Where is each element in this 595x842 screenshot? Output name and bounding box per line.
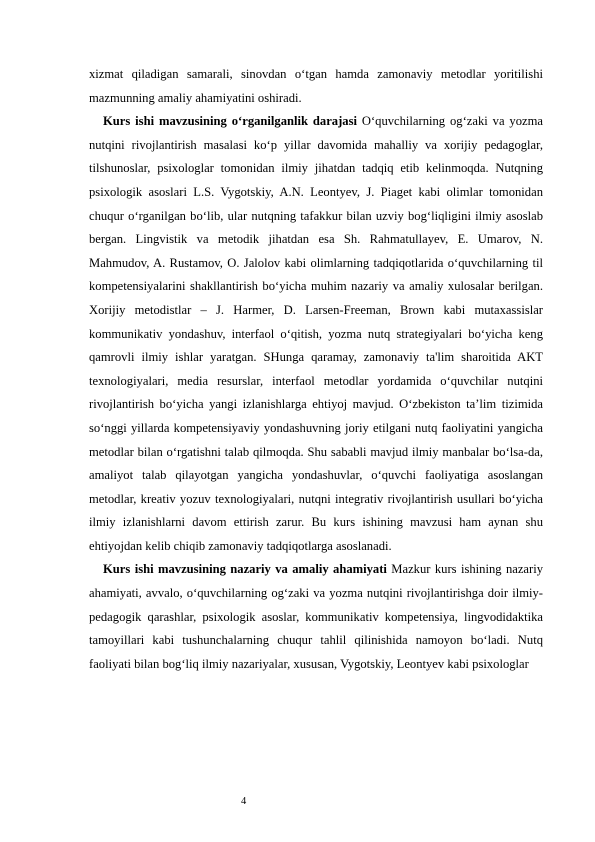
document-body: [89, 63, 543, 676]
paragraph-text: xizmat qiladigan samarali, sinovdan o‘tgan hamda zamonaviy metodlar yoritilishi mazmunning amaliy ahamiyatini oshiradi.: [89, 67, 543, 105]
paragraph-heading: Kurs ishi mavzusining o‘rganilganlik darajasi: [103, 114, 357, 129]
page-number: 4: [241, 796, 247, 807]
paragraph-significance: [89, 558, 543, 676]
paragraph-continuation: [89, 63, 543, 110]
paragraph-text: O‘quvchilarning og‘zaki va yozma nutqini rivojlantirish masalasi ko‘p yillar davomida mahalliy va xorijiy pedagoglar, tilshunoslar, psixologlar tomonidan ilmiy jihatdan tadqiq etib kelinmoqda. Nutqning psixologik asoslari L.S. Vygotskiy, A.N. Leontyev, J. Piaget kabi olimlar tomonidan chuqur o‘rganilgan bo‘lib, ular nutqning tafakkur bilan uzviy bog‘liqligini ilmiy asoslab bergan. Lingvistik va metodik jihatdan esa Sh. Rahmatullayev, E. Umarov, N. Mahmudov, A. Rustamov, O. Jalolov kabi olimlarning tadqiqotlarida o‘quvchilarning til kompetensiyalarini shakllantirish bo‘yicha muhim nazariy va amaliy xulosalar berilgan. Xorijiy metodistlar – J. Harmer, D. Larsen-Freeman, Brown kabi mutaxassislar kommunikativ yondashuv, interfaol o‘qitish, yozma nutq strategiyalari bo‘yicha keng qamrovli ilmiy ishlar yaratgan. SHunga qaramay, zamonaviy ta'lim sharoitida AKT texnologiyalari, media resurslar, interfaol metodlar yordamida o‘quvchilar nutqini rivojlantirish bo‘yicha yangi izlanishlarga ehtiyoj mavjud. O‘zbekiston ta’lim tizimida so‘nggi yillarda kompetensiyaviy yondashuvning joriy etilgani nutq faoliyatini yangicha metodlar bilan o‘rgatishni talab qilmoqda. Shu sababli mavjud ilmiy manbalar bo‘lsa-da, amaliyot talab qilayotgan yangicha yondashuvlar, o‘quvchi faoliyatiga asoslangan metodlar, kreativ yozuv texnologiyalari, nutqni integrativ rivojlantirish usullari bo‘yicha ilmiy izlanishlarni davom ettirish zarur. Bu kurs ishining mavzusi ham aynan shu ehtiyojdan kelib chiqib zamonaviy tadqiqotlarga asoslanadi.: [89, 114, 543, 553]
paragraph-text: Mazkur kurs ishining nazariy ahamiyati, avvalo, o‘quvchilarning og‘zaki va yozma nutqini rivojlantirishga doir ilmiy-pedagogik qarashlar, psixologik asoslar, kommunikativ kompetensiya, lingvodidaktika tamoyillari kabi tushunchalarning chuqur tahlil qilinishida namoyon bo‘ladi. Nutq faoliyati bilan bog‘liq ilmiy nazariyalar, xususan, Vygotskiy, Leontyev kabi psixologlar: [89, 562, 544, 671]
paragraph-study-level: [89, 110, 543, 558]
paragraph-heading: Kurs ishi mavzusining nazariy va amaliy ahamiyati: [103, 562, 387, 577]
